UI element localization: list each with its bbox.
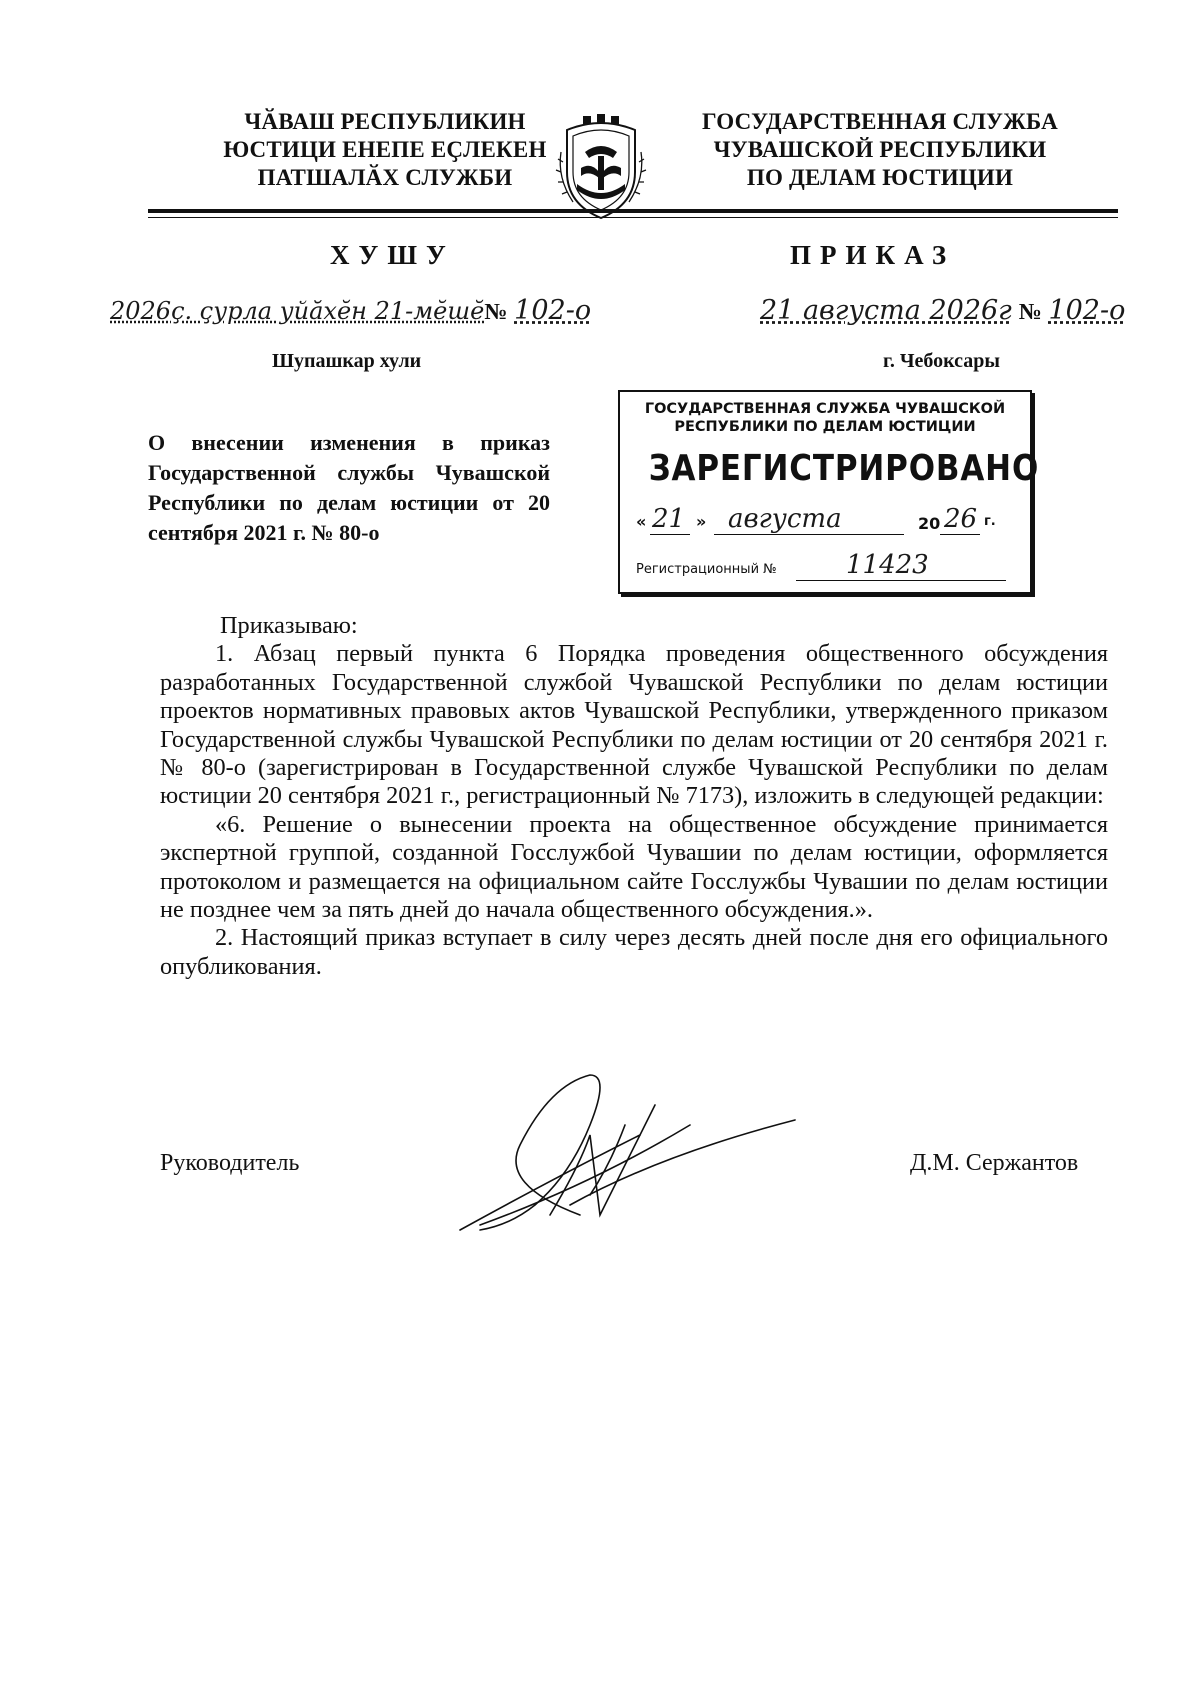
stamp-year-prefix: 20	[918, 514, 941, 533]
header-right-line-3: ПО ДЕЛАМ ЮСТИЦИИ	[746, 165, 1014, 190]
city-chuvash: Шупашкар хули	[272, 350, 422, 372]
stamp-day-handwritten: 21	[652, 504, 686, 534]
handwritten-signature-icon	[440, 1065, 800, 1235]
body-paragraph-quote: «6. Решение о вынесении проекта на общественное обсуждение принимается экспертной группой, созданной Госслужбой Чувашии по делам юстиции, оформляется протоколом и размещается на официальном сайте Госслужбы Чувашии по делам юстиции не позднее чем за пять дней до начала общественного обсуждения.».	[160, 810, 1108, 924]
stamp-regnum-label: Регистрационный №	[636, 562, 777, 577]
order-body	[160, 612, 1108, 981]
stamp-year-suffix: г.	[984, 514, 996, 529]
number-label-left: №	[484, 299, 508, 324]
handwritten-date-right: 21 августа 2026г	[760, 295, 1012, 326]
signatory-name: Д.М. Сержантов	[910, 1150, 1079, 1176]
stamp-date-row	[636, 504, 1016, 540]
stamp-org-line-1: ГОСУДАРСТВЕННАЯ СЛУЖБА ЧУВАШСКОЙ	[644, 401, 1006, 417]
number-label-right: №	[1018, 299, 1042, 324]
stamp-month-handwritten: августа	[728, 504, 842, 534]
date-number-left	[110, 295, 591, 326]
doc-title-russian: ПРИКАЗ	[790, 240, 956, 270]
stamp-regnum-row	[636, 552, 1016, 582]
stamp-regnum-handwritten: 11423	[846, 550, 929, 580]
doc-title-chuvash: ХУШУ	[330, 240, 455, 270]
header-right-line-1: ГОСУДАРСТВЕННАЯ СЛУЖБА	[702, 109, 1058, 134]
handwritten-date-left: 2026ç. ҫурла уйӑхӗн 21-мӗшӗ	[110, 297, 485, 325]
body-paragraph-2: 2. Настоящий приказ вступает в силу через десять дней после дня его официального опубликования.	[160, 924, 1108, 980]
handwritten-number-right: 102-о	[1048, 295, 1126, 326]
coat-of-arms-icon	[555, 112, 647, 222]
stamp-organization	[630, 400, 1020, 436]
body-paragraph-order: Приказываю:	[220, 612, 358, 639]
stamp-close-quote: »	[696, 512, 707, 531]
header-rule-thin	[148, 217, 1118, 218]
header-rule-thick	[148, 209, 1118, 213]
stamp-status: ЗАРЕГИСТРИРОВАНО	[648, 448, 1040, 489]
header-left-line-2: ЮСТИЦИ ЕНЕПЕ ЕҪЛЕКЕН	[223, 137, 547, 162]
header-left-line-1: ЧӐВАШ РЕСПУБЛИКИН	[244, 109, 526, 134]
signatory-position: Руководитель	[160, 1150, 300, 1176]
registration-stamp	[618, 390, 1040, 594]
document-subject: О внесении изменения в приказ Государственной службы Чувашской Республики по делам юстиции от 20 сентября 2021 г. № 80-о	[148, 430, 550, 545]
date-number-right	[760, 295, 1125, 326]
handwritten-number-left: 102-о	[514, 295, 592, 326]
city-russian: г. Чебоксары	[883, 350, 1001, 372]
header-left-org	[220, 108, 550, 192]
stamp-open-quote: «	[636, 512, 647, 531]
header-right-line-2: ЧУВАШСКОЙ РЕСПУБЛИКИ	[713, 137, 1047, 162]
header-left-line-3: ПАТШАЛӐХ СЛУЖБИ	[257, 165, 513, 190]
stamp-org-line-2: РЕСПУБЛИКИ ПО ДЕЛАМ ЮСТИЦИИ	[674, 419, 976, 435]
stamp-year-handwritten: 26	[944, 504, 978, 534]
header-right-org	[680, 108, 1080, 192]
body-paragraph-1: 1. Абзац первый пункта 6 Порядка проведения общественного обсуждения разработанных Государственной службой Чувашской Республики по делам юстиции проектов нормативных правовых актов Чувашской Республики, утвержденного приказом Государственной службы Чувашской Республики по делам юстиции от 20 сентября 2021 г. № 80-о (зарегистрирован в Государственной службе Чувашской Республики по делам юстиции 20 сентября 2021 г., регистрационный № 7173), изложить в следующей редакции:	[160, 640, 1108, 810]
